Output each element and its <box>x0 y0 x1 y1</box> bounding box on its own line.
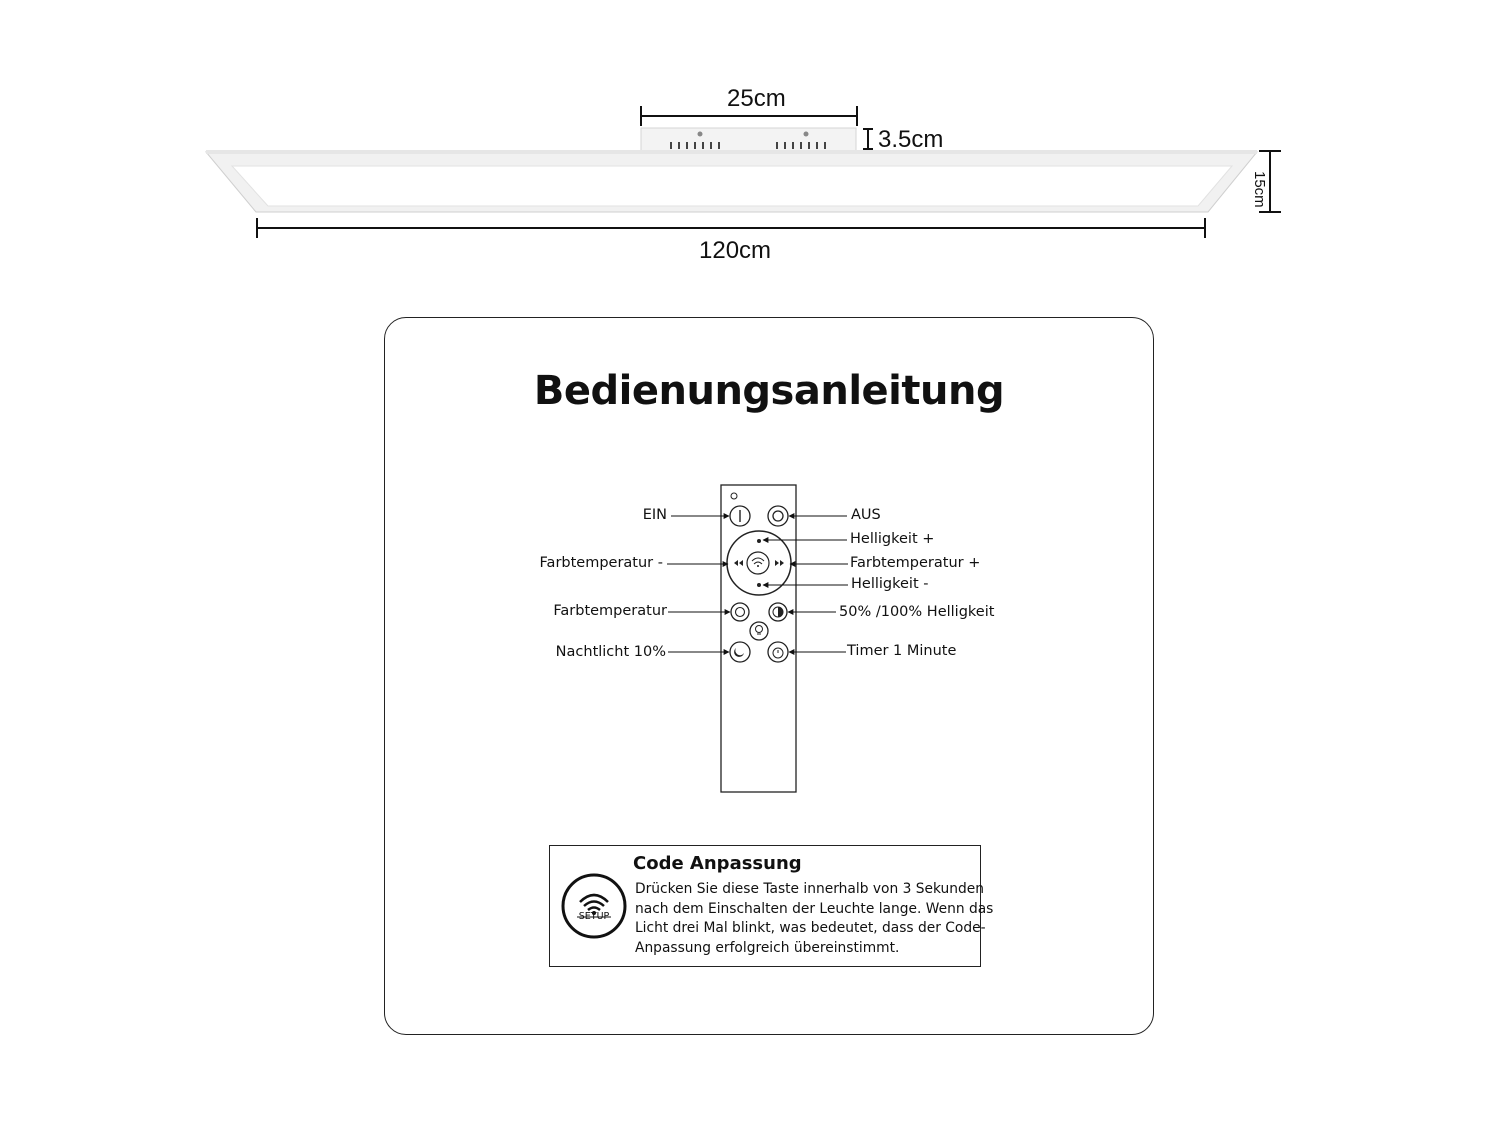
off-button-icon <box>768 506 788 526</box>
label-color-temp-plus: Farbtemperatur + <box>850 555 981 571</box>
color-temp-button-icon <box>731 603 749 621</box>
label-night-light: Nachtlicht 10% <box>555 644 666 660</box>
code-info-line: nach dem Einschalten der Leuchte lange. Wenn das <box>635 900 994 917</box>
code-info-text <box>635 880 994 958</box>
label-brightness-plus: Helligkeit + <box>850 531 935 547</box>
brightness-toggle-button-icon <box>769 603 787 621</box>
label-brightness-minus: Helligkeit - <box>851 576 929 592</box>
on-button-icon <box>730 506 750 526</box>
code-info-title: Code Anpassung <box>633 853 802 874</box>
label-on: EIN <box>642 507 667 523</box>
label-brightness-50-100: 50% /100% Helligkeit <box>839 604 995 620</box>
setup-button-label: SETUP <box>578 911 610 922</box>
alarm-clock-button-icon <box>768 642 788 662</box>
width-label: 25cm <box>727 85 786 112</box>
code-info-line: Drücken Sie diese Taste innerhalb von 3 Sekunden <box>635 881 985 897</box>
height-label: 15cm <box>1251 171 1268 208</box>
label-off: AUS <box>851 507 881 523</box>
manual-title: Bedienungsanleitung <box>533 368 1005 414</box>
label-color-temp-minus: Farbtemperatur - <box>539 555 663 571</box>
label-color-temp: Farbtemperatur <box>553 603 667 619</box>
code-info-line: Anpassung erfolgreich übereinstimmt. <box>635 939 900 956</box>
bulb-button-icon <box>750 622 768 640</box>
moon-button-icon <box>730 642 750 662</box>
depth-label: 3.5cm <box>878 126 944 153</box>
label-timer: Timer 1 Minute <box>847 643 957 659</box>
code-info-line: Licht drei Mal blinkt, was bedeutet, dass der Code- <box>635 920 986 936</box>
length-label: 120cm <box>699 237 772 264</box>
setup-button-icon <box>560 872 628 940</box>
